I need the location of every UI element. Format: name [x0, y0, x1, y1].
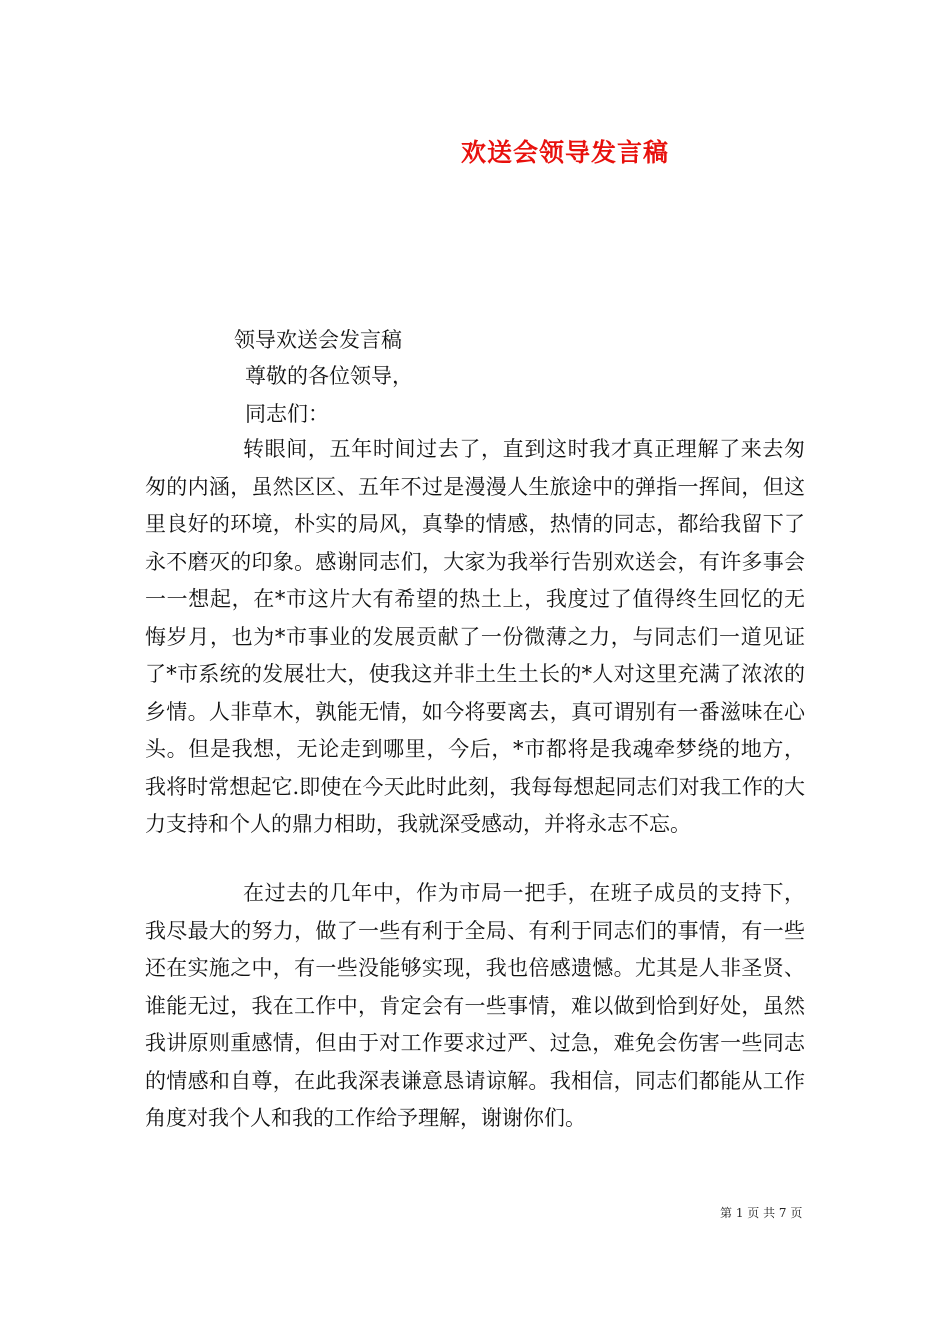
document-subtitle: 领导欢送会发言稿 — [234, 328, 402, 352]
salutation-leaders: 尊敬的各位领导， — [245, 364, 413, 388]
document-title: 欢送会领导发言稿 — [460, 138, 669, 167]
page-number-footer: 第 1 页 共 7 页 — [720, 1206, 803, 1220]
body-paragraph: 在过去的几年中，作为市局一把手，在班子成员的支持下，我尽最大的努力，做了一些有利于全局、有利于同志们的事情，有一些还在实施之中，有一些没能够实现，我也倍感遗憾。尤其是人非圣贤、谁能无过，我在工作中，肯定会有一些事情，难以做到恰到好处，虽然我讲原则重感情，但由于对工作要求过严、过急，难免会伤害一些同志的情感和自尊，在此我深表谦意恳请谅解。我相信，同志们都能从工作角度对我个人和我的工作给予理解，谢谢你们。 — [145, 881, 805, 1130]
body-paragraph: 转眼间，五年时间过去了，直到这时我才真正理解了来去匆匆的内涵，虽然区区、五年不过是漫漫人生旅途中的弹指一挥间，但这里良好的环境，朴实的局风，真挚的情感，热情的同志，都给我留下了永不磨灭的印象。感谢同志们，大家为我举行告别欢送会，有许多事会一一想起，在*市这片大有希望的热土上，我度过了值得终生回忆的无悔岁月，也为*市事业的发展贡献了一份微薄之力，与同志们一道见证了*市系统的发展壮大，使我这并非土生土长的*人对这里充满了浓浓的乡情。人非草木，孰能无情，如今将要离去，真可谓别有一番滋味在心头。但是我想，无论走到哪里，今后，*市都将是我魂牵梦绕的地方，我将时常想起它.即使在今天此时此刻，我每每想起同志们对我工作的大力支持和个人的鼎力相助，我就深受感动，并将永志不忘。 — [145, 437, 805, 836]
salutation-comrades: 同志们： — [245, 402, 329, 426]
